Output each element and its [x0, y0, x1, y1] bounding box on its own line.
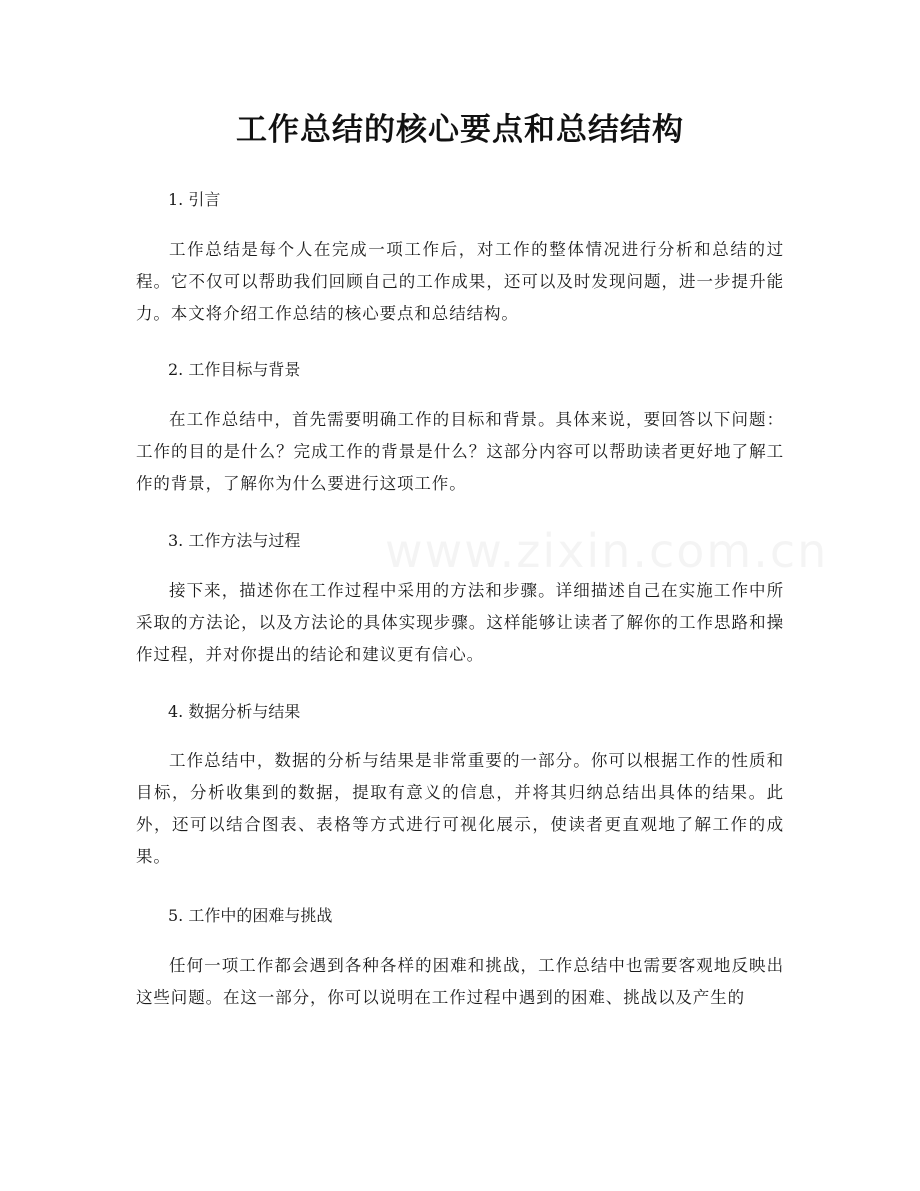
section-heading-3: 3. 工作方法与过程: [168, 531, 301, 550]
section-paragraph-3: 接下来，描述你在工作过程中采用的方法和步骤。详细描述自己在实施工作中所采取的方法论，以及方法论的具体实现步骤。这样能够让读者了解你的工作思路和操作过程，并对你提出的结论和建议更有信心。: [136, 581, 784, 664]
section-paragraph-2: 在工作总结中，首先需要明确工作的目标和背景。具体来说，要回答以下问题：工作的目的是什么？完成工作的背景是什么？这部分内容可以帮助读者更好地了解工作的背景，了解你为什么要进行这项工作。: [136, 410, 784, 493]
watermark: [385, 524, 828, 578]
section-heading-2: 2. 工作目标与背景: [168, 360, 301, 379]
section-heading-1: 1. 引言: [168, 190, 221, 209]
section-paragraph-5: 任何一项工作都会遇到各种各样的困难和挑战，工作总结中也需要客观地反映出这些问题。在这一部分，你可以说明在工作过程中遇到的困难、挑战以及产生的: [136, 956, 784, 1007]
document-title: 工作总结的核心要点和总结结构: [236, 112, 684, 148]
section-paragraph-4: 工作总结中，数据的分析与结果是非常重要的一部分。你可以根据工作的性质和目标，分析收集到的数据，提取有意义的信息，并将其归纳总结出具体的结果。此外，还可以结合图表、表格等方式进行可视化展示，使读者更直观地了解工作的成果。: [136, 751, 784, 866]
section-heading-5: 5. 工作中的困难与挑战: [168, 906, 333, 925]
section-paragraph-1: 工作总结是每个人在完成一项工作后，对工作的整体情况进行分析和总结的过程。它不仅可以帮助我们回顾自己的工作成果，还可以及时发现问题，进一步提升能力。本文将介绍工作总结的核心要点和总结结构。: [136, 240, 784, 323]
section-heading-4: 4. 数据分析与结果: [168, 702, 301, 721]
